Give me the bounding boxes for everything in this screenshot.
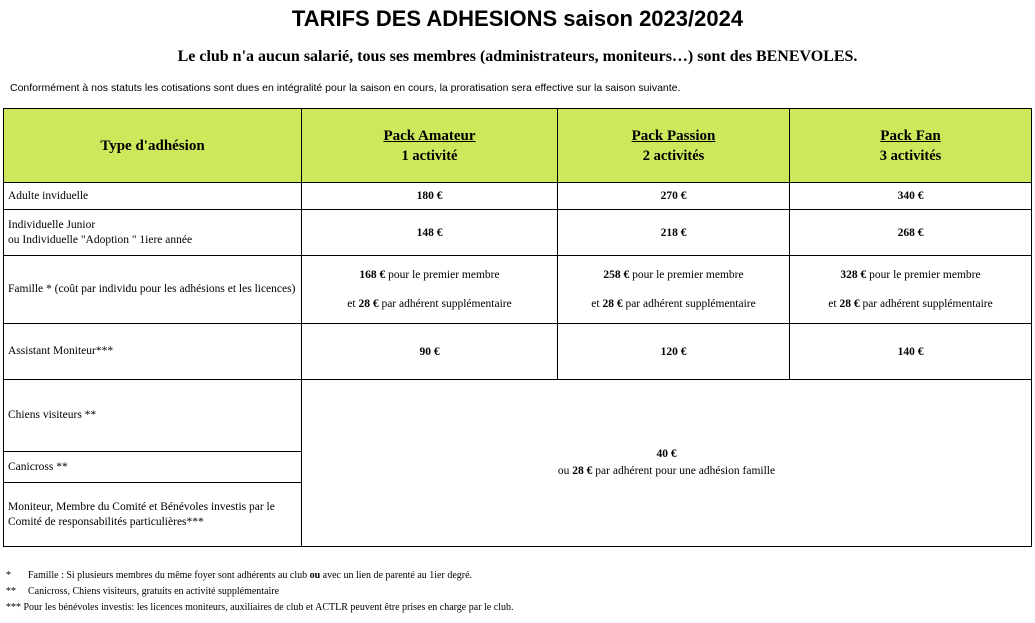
famille-first-price: 168 €	[359, 268, 386, 281]
price-cell: 90 €	[302, 324, 558, 380]
row-label-line2: ou Individuelle "Adoption " 1iere année	[8, 233, 193, 246]
famille-extra-text: par adhérent supplémentaire	[862, 297, 993, 310]
famille-first-text: pour le premier membre	[632, 268, 744, 281]
row-label: Adulte inviduelle	[4, 183, 302, 210]
page-title: TARIFS DES ADHESIONS saison 2023/2024	[291, 6, 744, 31]
price-cell: 140 €	[790, 324, 1032, 380]
price-cell: 180 €	[302, 183, 558, 210]
footnote-mark: **	[6, 586, 16, 597]
row-famille	[4, 256, 1032, 324]
header-pack-fan	[790, 109, 1032, 183]
price-cell: 270 €	[558, 183, 790, 210]
merged-price: 40 €	[656, 448, 677, 460]
pack-passion-name: Pack Passion	[631, 127, 716, 144]
header-type: Type d'adhésion	[4, 109, 302, 183]
famille-extra-text: par adhérent supplémentaire	[625, 297, 756, 310]
pricing-table	[3, 108, 1032, 547]
merged-prefix: ou	[557, 465, 570, 477]
merged-family-text: par adhérent pour une adhésion famille	[595, 465, 776, 477]
row-label: Moniteur, Membre du Comité et Bénévoles investis par le Comité de responsabilités particulières***	[4, 483, 302, 547]
famille-extra-prefix: et	[591, 297, 600, 310]
pack-fan-activities: 3 activités	[879, 147, 942, 164]
famille-first-price: 258 €	[603, 268, 630, 281]
famille-cell-fan	[790, 256, 1032, 324]
merged-family-price: 28 €	[572, 465, 593, 477]
row-chiens	[4, 380, 1032, 452]
pack-amateur-name: Pack Amateur	[383, 127, 476, 144]
famille-extra-price: 28 €	[602, 297, 623, 310]
row-assistant	[4, 324, 1032, 380]
footnotes	[6, 568, 1026, 616]
price-cell: 340 €	[790, 183, 1032, 210]
famille-extra-prefix: et	[828, 297, 837, 310]
footnote-mark: ***	[6, 602, 21, 613]
row-label: Famille * (coût par individu pour les adhésions et les licences)	[4, 256, 302, 324]
intro-text: Conformément à nos statuts les cotisations sont dues en intégralité pour la saison en cours, la proratisation sera effective sur la saison suivante.	[10, 82, 681, 94]
price-cell: 268 €	[790, 210, 1032, 256]
famille-extra-price: 28 €	[839, 297, 860, 310]
famille-cell-passion	[558, 256, 790, 324]
price-cell: 218 €	[558, 210, 790, 256]
header-pack-amateur	[302, 109, 558, 183]
famille-extra-price: 28 €	[358, 297, 379, 310]
footnote-mark: *	[6, 570, 11, 581]
row-label: Assistant Moniteur***	[4, 324, 302, 380]
footnote: * Famille : Si plusieurs membres du même foyer sont adhérents au club ou avec un lien de parenté au 1ier degré.	[6, 568, 1026, 584]
famille-extra-prefix: et	[347, 297, 356, 310]
famille-first-text: pour le premier membre	[388, 268, 500, 281]
pack-fan-name: Pack Fan	[880, 127, 941, 144]
row-label: Canicross **	[4, 452, 302, 483]
famille-extra-text: par adhérent supplémentaire	[381, 297, 512, 310]
row-adulte	[4, 183, 1032, 210]
merged-price-cell	[302, 380, 1032, 547]
footnote: ** Canicross, Chiens visiteurs, gratuits en activité supplémentaire	[6, 584, 1026, 600]
row-label-line1: Individuelle Junior	[8, 218, 96, 231]
price-cell: 120 €	[558, 324, 790, 380]
famille-cell-amateur	[302, 256, 558, 324]
header-pack-passion	[558, 109, 790, 183]
famille-first-text: pour le premier membre	[869, 268, 981, 281]
row-label: Chiens visiteurs **	[4, 380, 302, 452]
price-cell: 148 €	[302, 210, 558, 256]
header-row	[4, 109, 1032, 183]
row-junior	[4, 210, 1032, 256]
pack-passion-activities: 2 activités	[642, 147, 705, 164]
page-subtitle: Le club n'a aucun salarié, tous ses membres (administrateurs, moniteurs…) sont des BENEVOLES.	[177, 48, 858, 65]
footnote: *** Pour les bénévoles investis: les licences moniteurs, auxiliaires de club et ACTLR peuvent être prises en charge par le club.	[6, 602, 514, 613]
pack-amateur-activities: 1 activité	[401, 147, 458, 164]
famille-first-price: 328 €	[840, 268, 867, 281]
row-label	[4, 210, 302, 256]
